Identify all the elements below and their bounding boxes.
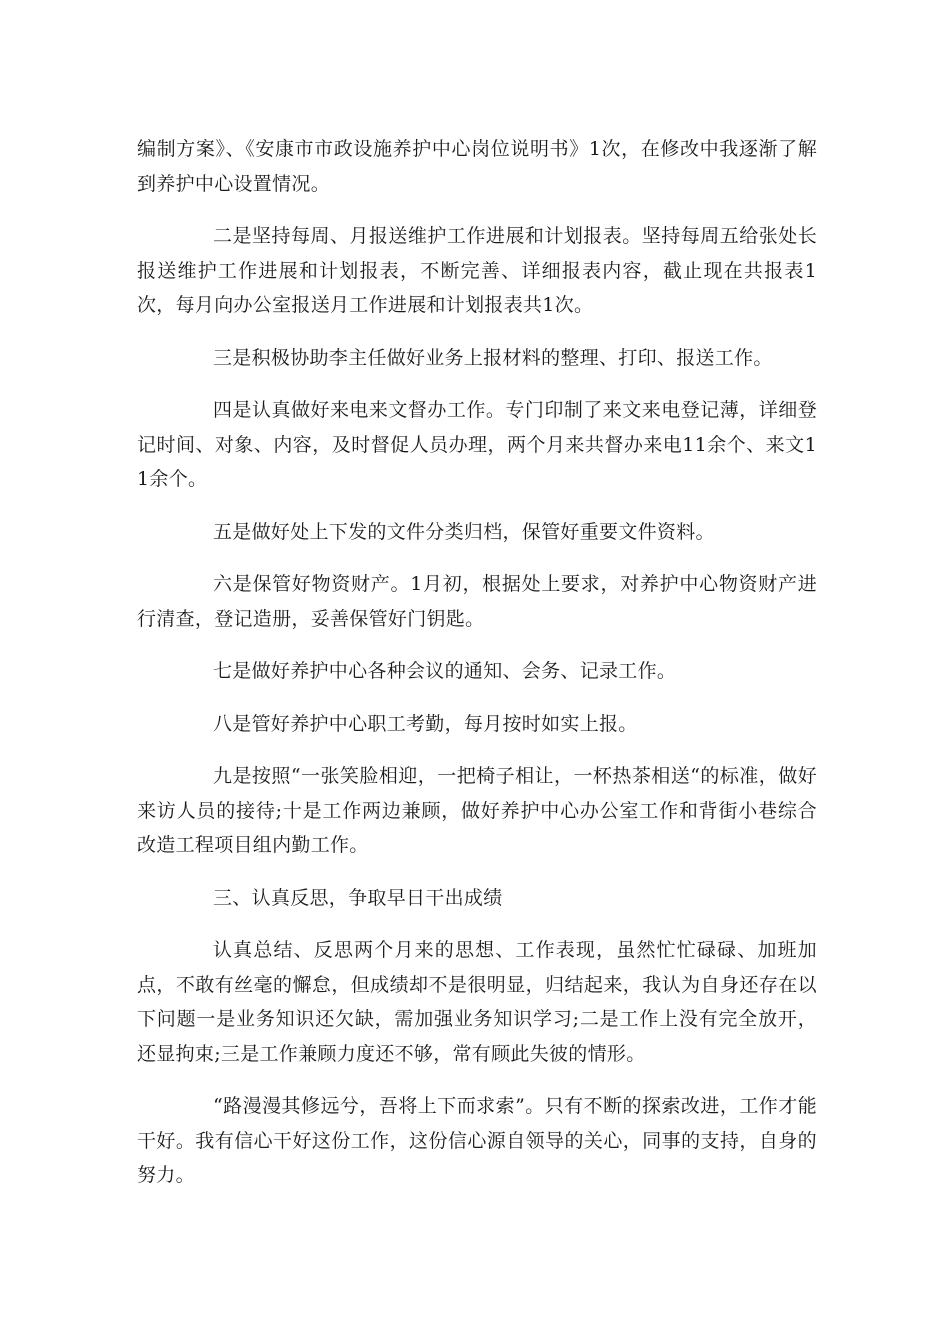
document-body bbox=[137, 132, 817, 1211]
paragraph-item-9: 九是按照“一张笑脸相迎，一把椅子相让，一杯热茶相送“的标准，做好来访人员的接待;十是工作两边兼顾，做好养护中心办公室工作和背街小巷综合改造工程项目组内勤工作。 bbox=[137, 765, 817, 856]
paragraph-reflection: 认真总结、反思两个月来的思想、工作表现，虽然忙忙碌碌、加班加点，不敢有丝毫的懈怠，但成绩却不是很明显，归结起来，我认为自身还存在以下问题一是业务知识还欠缺，需加强业务知识学习;二是工作上没有完全放开，还显拘束;三是工作兼顾力度还不够，常有顾此失彼的情形。 bbox=[137, 939, 817, 1065]
paragraph-item-8: 八是管好养护中心职工考勤，每月按时如实上报。 bbox=[213, 712, 638, 735]
paragraph-item-4: 四是认真做好来电来文督办工作。专门印制了来文来电登记薄，详细登记时间、对象、内容，及时督促人员办理，两个月来共督办来电11余个、来文11余个。 bbox=[137, 399, 817, 490]
paragraph-item-6: 六是保管好物资财产。1月初，根据处上要求，对养护中心物资财产进行清查，登记造册，妥善保管好门钥匙。 bbox=[137, 573, 817, 630]
paragraph-item-5: 五是做好处上下发的文件分类归档，保管好重要文件资料。 bbox=[213, 520, 715, 543]
section-heading: 三、认真反思，争取早日干出成绩 bbox=[213, 886, 503, 909]
paragraph-continuation: 编制方案》、《安康市市政设施养护中心岗位说明书》1次，在修改中我逐渐了解到养护中心设置情况。 bbox=[137, 138, 817, 195]
paragraph-item-3: 三是积极协助李主任做好业务上报材料的整理、打印、报送工作。 bbox=[213, 346, 773, 369]
paragraph-closing: “路漫漫其修远兮，吾将上下而求索”。只有不断的探索改进，工作才能干好。我有信心干好这份工作，这份信心源自领导的关心，同事的支持，自身的努力。 bbox=[137, 1095, 817, 1186]
paragraph-item-7: 七是做好养护中心各种会议的通知、会务、记录工作。 bbox=[213, 660, 677, 682]
paragraph-item-2: 二是坚持每周、月报送维护工作进展和计划报表。坚持每周五给张处长报送维护工作进展和计划报表，不断完善、详细报表内容，截止现在共报表1次，每月向办公室报送月工作进展和计划报表共1次。 bbox=[137, 225, 817, 316]
